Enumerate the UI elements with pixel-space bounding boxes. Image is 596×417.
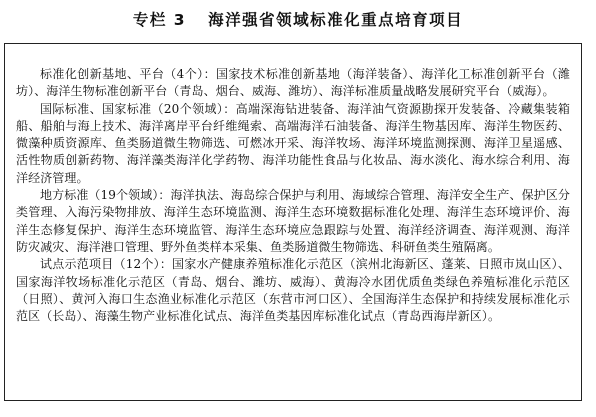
content-box <box>4 43 582 401</box>
paragraph-international-national-standards: 国际标准、国家标准（20个领域）：高端深海钻进装备、海洋油气资源勘探开发装备、冷藏集装箱船、船舶与海上技术、海洋离岸平台纤维绳索、高端海洋石油装备、海洋生物基因库、海洋生物医药、微藻种质资源库、鱼类肠道微生物筛选、可燃冰开采、海洋牧场、海洋环境监测探测、海洋卫星遥感、活性物质创新药物、海洋藻类海洋化学药物、海洋功能性食品与化妆品、海水淡化、海水综合利用、海洋经济管理。 <box>16 101 570 185</box>
paragraph-pilot-projects: 试点示范项目（12个）：国家水产健康养殖标准化示范区（滨州北海新区、蓬莱、日照市岚山区）、国家海洋牧场标准化示范区（青岛、烟台、潍坊、威海）、黄海冷水团优质鱼类绿色养殖标准化示范区（日照）、黄河入海口生态渔业标准化示范区（东营市河口区）、全国海洋生态保护和持续发展标准化示范区（长岛）、海藻生物产业标准化试点、海洋鱼类基因库标准化试点（青岛西海岸新区）。 <box>16 257 570 324</box>
paragraph-local-standards: 地方标准（19个领域）：海洋执法、海岛综合保护与利用、海域综合管理、海洋安全生产、保护区分类管理、入海污染物排放、海洋生态环境监测、海洋生态环境数据标准化处理、海洋生态环境评价、海洋生态修复保护、海洋生态环境监管、海洋生态环境应急跟踪与处置、海洋经济调查、海洋观测、海洋防灾减灾、海洋港口管理、野外鱼类样本采集、鱼类肠道微生物筛选、科研鱼类生殖隔离。 <box>16 188 570 254</box>
column-title: 海洋强省领域标准化重点培育项目 <box>208 11 464 29</box>
page-title <box>0 8 596 30</box>
paragraph-innovation-bases: 标准化创新基地、平台（4个）：国家技术标准创新基地（海洋装备）、海洋化工标准创新平台（潍坊）、海洋生物标准创新平台（青岛、烟台、威海、潍坊）、海洋标准质量战略发展研究平台（威海）。 <box>16 67 570 99</box>
column-label: 专栏 3 <box>132 11 187 29</box>
